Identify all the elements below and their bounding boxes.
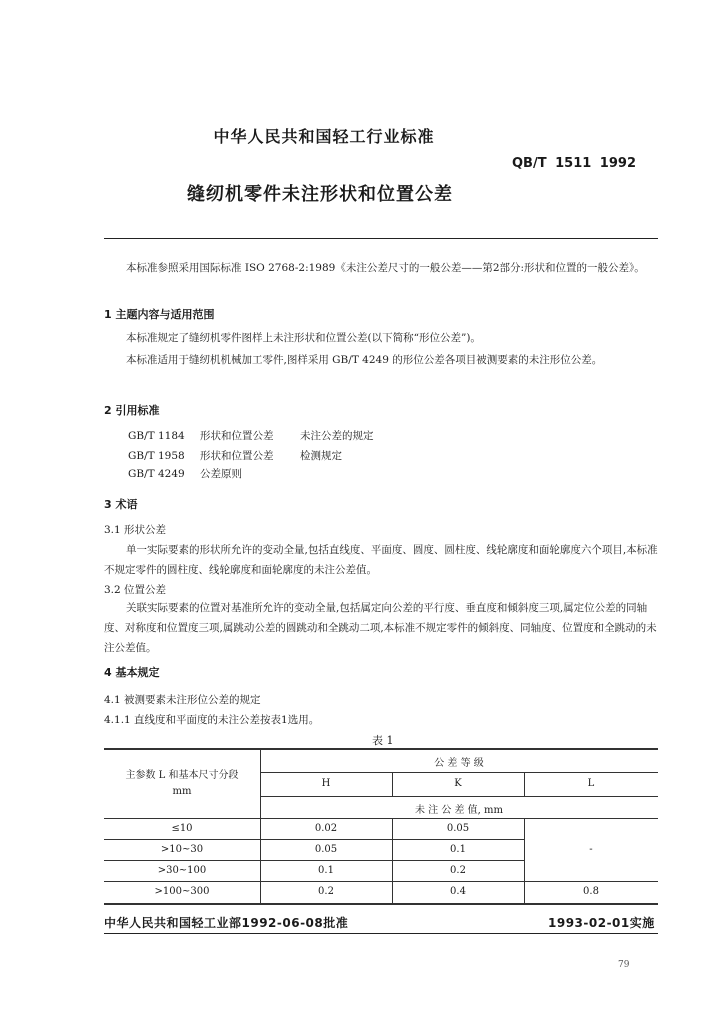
row-header: 主参数 L 和基本尺寸分段	[125, 770, 239, 781]
term-3-2-heading: 3.2 位置公差	[104, 584, 167, 596]
table-rule	[104, 903, 658, 905]
reference-title: 公差原则	[200, 468, 242, 480]
issuing-organization: 中华人民共和国轻工行业标准	[213, 127, 435, 146]
reference-code: GB/T 1184	[128, 430, 185, 442]
grade-header-l: L	[587, 778, 595, 789]
document-title: 缝纫机零件未注形状和位置公差	[187, 184, 453, 205]
table-caption: 表 1	[372, 734, 394, 747]
grade-header-h: H	[321, 778, 331, 789]
standard-code: QB/T 1511 1992	[512, 156, 636, 171]
table-rule	[104, 818, 658, 819]
section-4-heading: 4 基本规定	[104, 666, 160, 679]
k-value-cell: 0.1	[450, 844, 466, 855]
tolerance-table	[104, 748, 658, 904]
table-rule	[260, 772, 658, 773]
reference-item	[128, 448, 342, 463]
grade-group-header: 公 差 等 级	[434, 758, 484, 769]
l-value-cell: 0.8	[583, 886, 599, 897]
term-3-1-text: 单一实际要素的形状所允许的变动全量,包括直线度、平面度、圆度、圆柱度、线轮廓度和面轮廓度六个项目,本标准不规定零件的圆柱度、线轮廓度和面轮廓度的未注公差值。	[104, 544, 658, 576]
reference-desc: 检测规定	[300, 450, 342, 462]
range-cell: ≤10	[171, 823, 193, 834]
range-cell: >100~300	[154, 886, 210, 897]
term-3-2-text: 关联实际要素的位置对基准所允许的变动全量,包括属定向公差的平行度、垂直度和倾斜度三项,属定位公差的同轴度、对称度和位置度三项,属跳动公差的圆跳动和全跳动二项,本标准不规定零件的倾斜度、同轴度、位置度和全跳动的未注公差值。	[104, 602, 657, 654]
page-number: 79	[618, 960, 630, 970]
section-1-heading: 1 主题内容与适用范围	[104, 308, 215, 321]
reference-code: GB/T 4249	[128, 468, 185, 480]
approval-statement: 中华人民共和国轻工业部1992-06-08批准	[104, 916, 349, 930]
reference-item	[128, 466, 300, 481]
range-cell: >30~100	[157, 865, 207, 876]
h-value-cell: 0.02	[314, 823, 338, 834]
reference-code: GB/T 1958	[128, 450, 185, 462]
subsection-4-1-1: 4.1.1 直线度和平面度的未注公差按表1选用。	[104, 714, 320, 726]
effective-date: 1993-02-01实施	[548, 916, 655, 930]
reference-title: 形状和位置公差	[200, 450, 274, 462]
table-rule	[260, 796, 658, 797]
row-header-unit: mm	[172, 786, 192, 797]
section-2-heading: 2 引用标准	[104, 404, 160, 417]
grade-header-k: K	[454, 778, 462, 789]
footer-divider	[104, 933, 658, 934]
intro-paragraph: 本标准参照采用国际标准 ISO 2768-2:1989《未注公差尺寸的一般公差——第2部分:形状和位置的一般公差》。	[126, 262, 645, 274]
k-value-cell: 0.2	[450, 865, 466, 876]
h-value-cell: 0.2	[318, 886, 334, 897]
h-value-cell: 0.05	[314, 844, 338, 855]
value-header: 未 注 公 差 值, mm	[414, 805, 504, 816]
h-value-cell: 0.1	[318, 865, 334, 876]
section-1-paragraph-1: 本标准规定了缝纫机零件图样上未注形状和位置公差(以下简称“形位公差”)。	[126, 332, 481, 344]
subsection-4-1: 4.1 被测要素未注形位公差的规定	[104, 694, 261, 706]
reference-title: 形状和位置公差	[200, 430, 274, 442]
reference-item	[128, 428, 374, 443]
table-rule	[104, 839, 524, 840]
reference-desc: 未注公差的规定	[300, 430, 374, 442]
section-3-heading: 3 术语	[104, 498, 138, 511]
table-rule	[104, 881, 658, 882]
section-1-paragraph-2: 本标准适用于缝纫机机械加工零件,图样采用 GB/T 4249 的形位公差各项目被测要素的未注形位公差。	[126, 354, 603, 366]
term-3-1-heading: 3.1 形状公差	[104, 524, 167, 536]
range-cell: >10~30	[160, 844, 204, 855]
l-value-cell: -	[589, 844, 593, 855]
table-rule	[104, 860, 524, 861]
k-value-cell: 0.4	[450, 886, 466, 897]
table-rule	[104, 748, 658, 750]
header-divider	[104, 238, 658, 239]
k-value-cell: 0.05	[446, 823, 470, 834]
